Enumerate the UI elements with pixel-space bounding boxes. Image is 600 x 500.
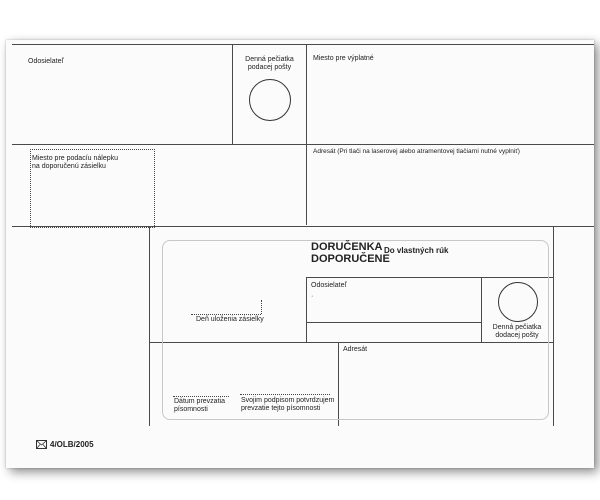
top-divider-right [306,44,307,225]
receipt-sender-label: Odosielateľ [311,282,347,289]
form-code: 4/OLB/2005 [50,440,94,449]
postmark-circle-receipt [498,282,538,322]
receipt-title-line1: DORUČENKA [311,241,383,253]
signature-label: Svojim podpisom potvrdzujem prevzatie tejto písomnosti [241,397,335,412]
receipt-addressee-label: Adresát [343,346,368,353]
receipt-title-line2: DOPORUČENE [311,253,390,265]
storage-day-vline [261,300,262,314]
receipt-sender-dot: · [311,293,314,300]
post-logo-icon [36,440,47,449]
postmark-label-top: Denná pečiatka podacej pošty [245,56,294,71]
receipt-right-border [553,226,554,426]
postmark-label-receipt: Denná pečiatka dodacej pošty [492,324,542,339]
receipt-date-label: Dátum prevzatia písomnosti [174,398,225,413]
storage-day-label: Deň uloženia zásielky [196,316,264,323]
receipt-left-border [149,226,150,426]
top-border-line [12,44,594,45]
sticker-label: Miesto pre podacíu nálepku na doporučenú zásielku [32,155,118,170]
postmark-circle-top [249,79,291,121]
storage-day-line [191,314,261,315]
receipt-date-line [173,396,229,397]
delivery-type-label: Do vlastných rúk [384,246,449,255]
postage-label: Miesto pre výplatné [313,55,374,62]
top-section-bottom-line [12,144,594,145]
addressee-label-top: Adresát (Pri tlači na laserovej alebo atramentovej tlačiarni nutné vyplniť) [313,148,520,155]
signature-line [240,394,330,395]
sender-label: Odosielateľ [28,58,64,65]
